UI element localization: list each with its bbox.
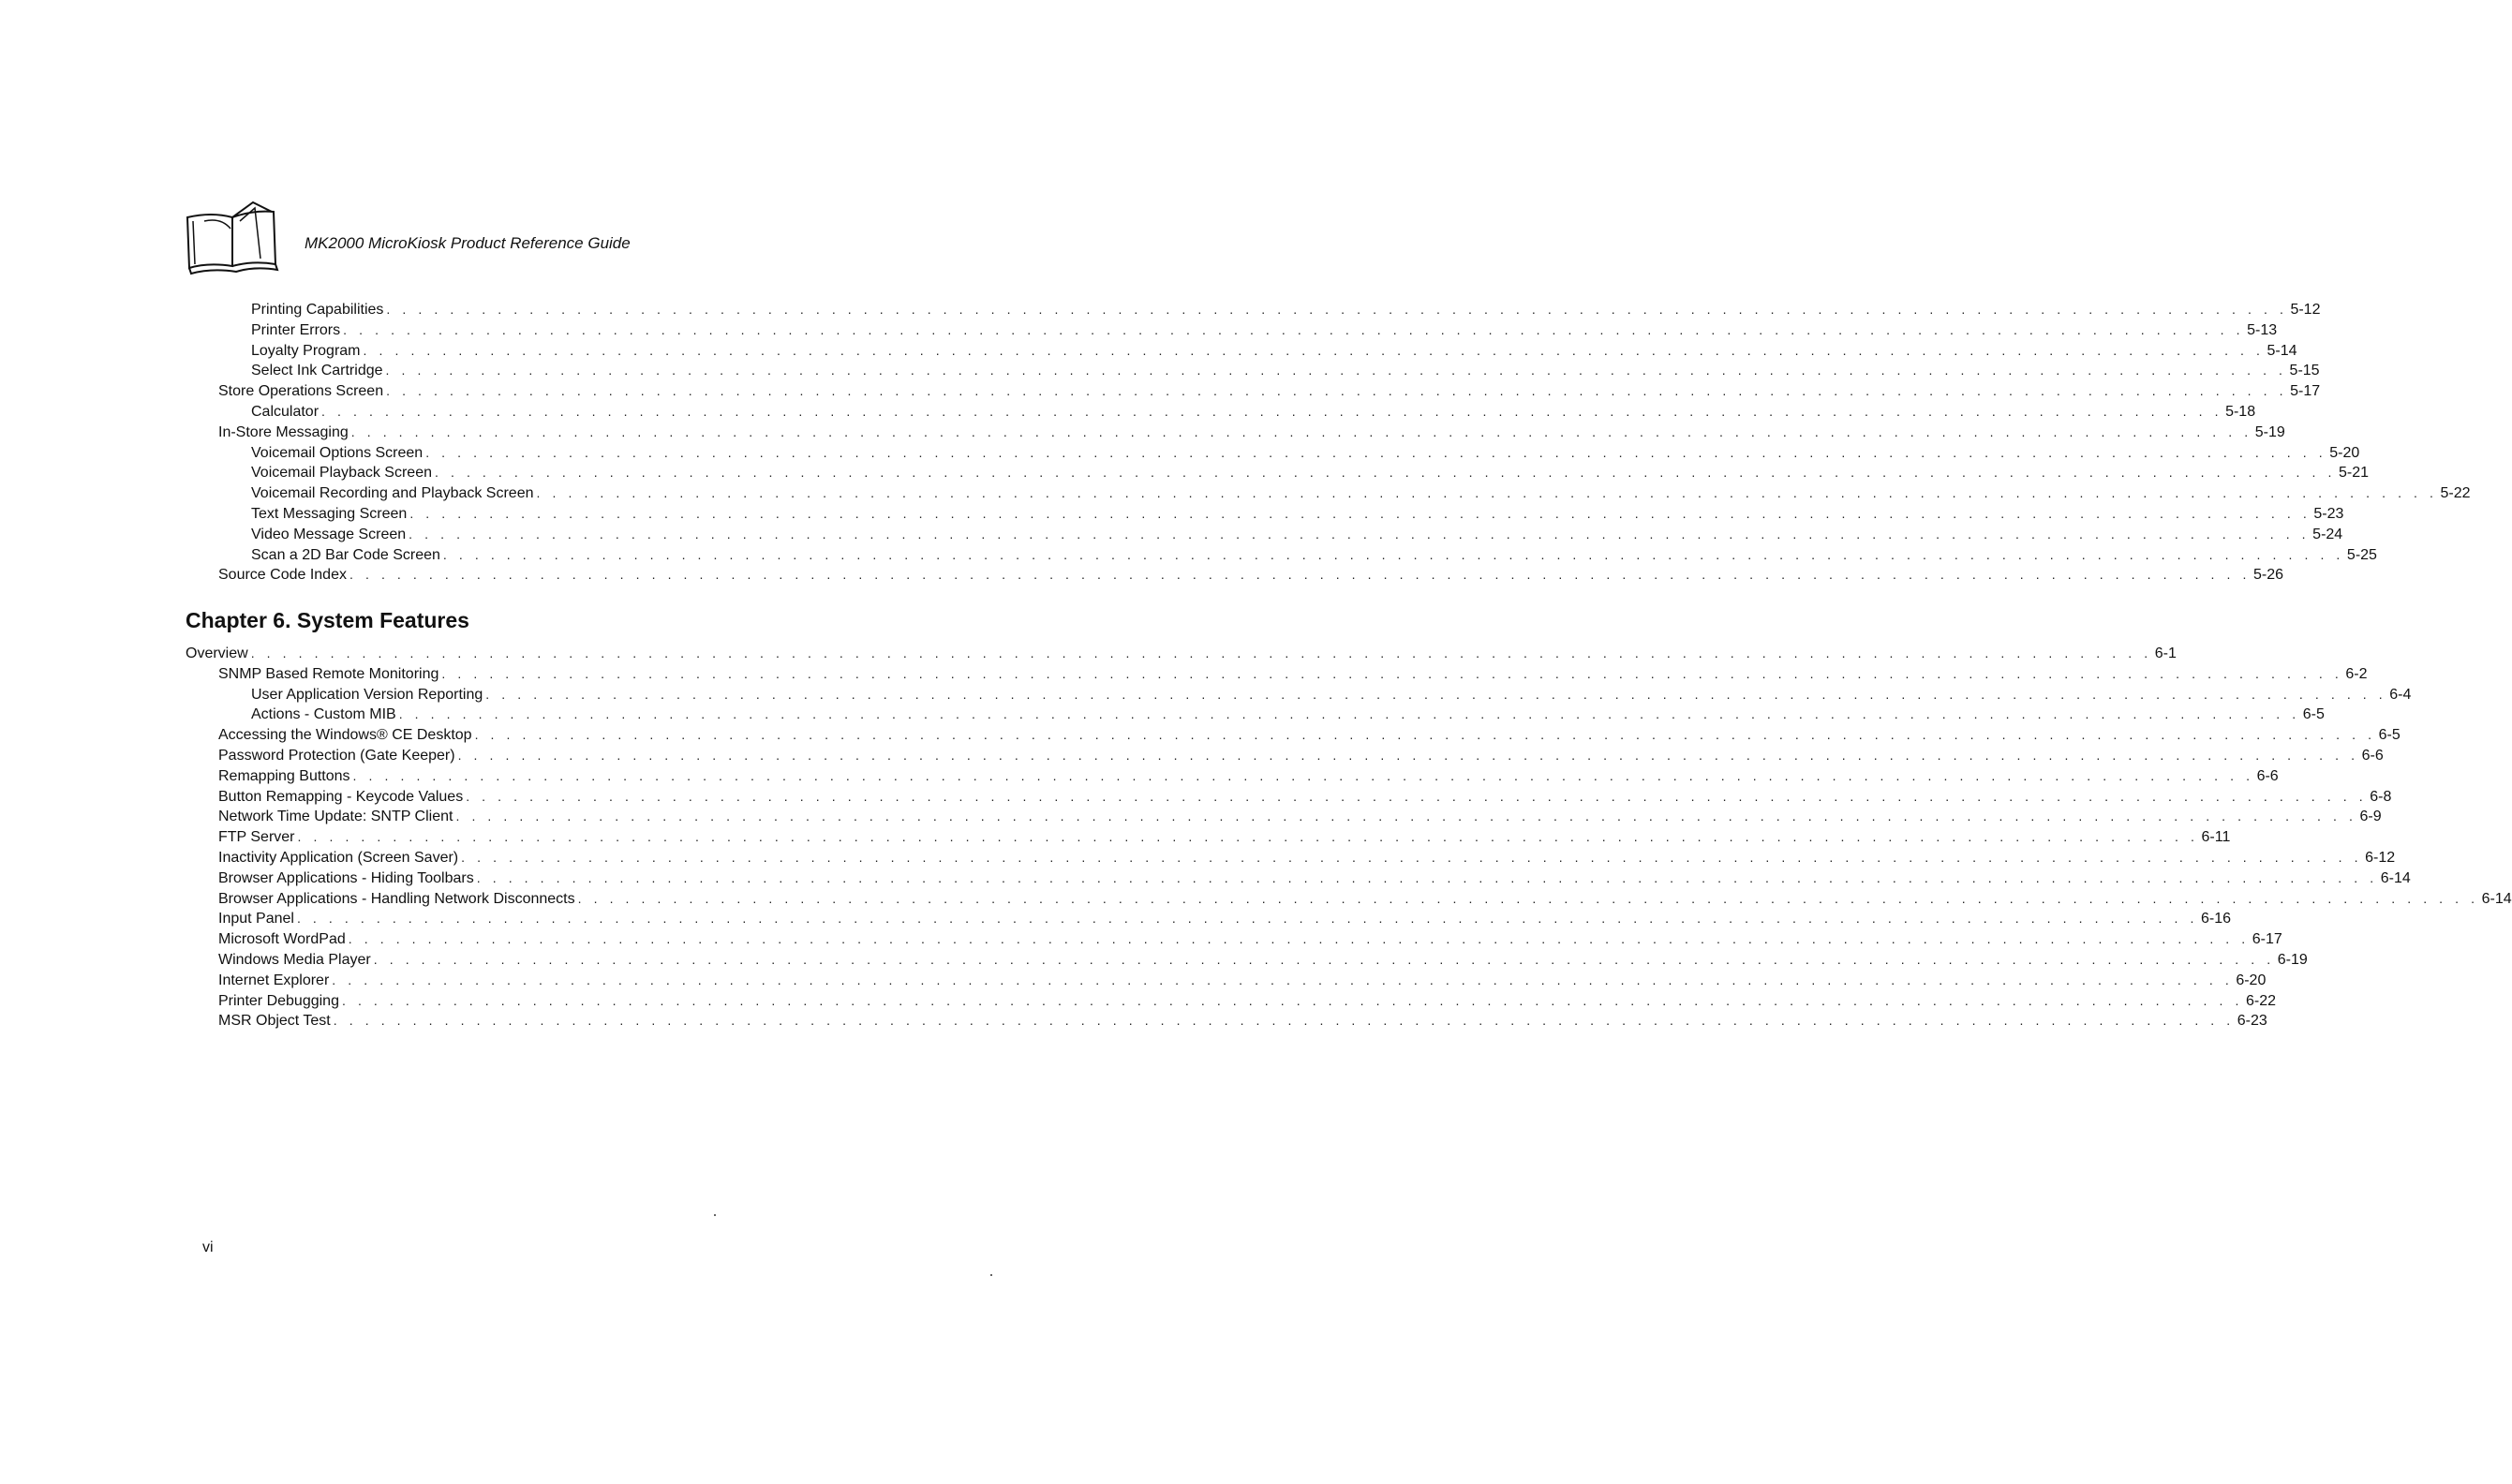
toc-entry-label: Password Protection (Gate Keeper) — [218, 748, 455, 764]
dot-leader: . . . . . . . . . . . . . . . . . . . . . . . . . . . . . . . . . . . . . . . . . . . . . . . . . . . . . . . . . . . . . . . . . . . . . . . . . . . . . . . . . . . . . . . . . . . . . . . . . . . . . . . . . . . . . . . . . . . . . . . . — [341, 992, 2243, 1008]
toc-entry-page: 6-17 — [2252, 931, 2282, 948]
toc-entry-label: Calculator — [251, 404, 320, 420]
dot-leader: . . . . . . . . . . . . . . . . . . . . . . . . . . . . . . . . . . . . . . . . . . . . . . . . . . . . . . . . . . . . . . . . . . . . . . . . . . . . . . . . . . . . . . . . . . . . . . . . . . . . . . . . . . . . . . . . . . . . . . . . — [386, 383, 2288, 399]
toc-entry — [251, 704, 2325, 724]
toc-entry-label: Select Ink Cartridge — [251, 363, 383, 379]
toc-entry-page: 6-2 — [2345, 665, 2368, 682]
toc-entry — [218, 786, 2392, 807]
toc-entry-page: 6-14 — [2481, 890, 2512, 907]
toc-entry-page: 6-11 — [2201, 829, 2231, 846]
toc-entry-page: 6-5 — [2378, 727, 2401, 744]
dot-leader: . . . . . . . . . . . . . . . . . . . . . . . . . . . . . . . . . . . . . . . . . . . . . . . . . . . . . . . . . . . . . . . . . . . . . . . . . . . . . . . . . . . . . . . . . . . . . . . . . . . . . . . . . . . . . . . . . . . . . . . . — [348, 931, 2250, 947]
toc-entry-page: 5-17 — [2290, 383, 2321, 400]
toc-entry-label: Remapping Buttons — [218, 767, 350, 784]
dot-leader: . . . . . . . . . . . . . . . . . . . . . . . . . . . . . . . . . . . . . . . . . . . . . . . . . . . . . . . . . . . . . . . . . . . . . . . . . . . . . . . . . . . . . . . . . . . . . . . . . . . . . . . . . . . . . . . . . . . . . . . . — [373, 952, 2275, 967]
toc-entry-label: Printer Errors — [251, 321, 341, 338]
dot-leader: . . . . . . . . . . . . . . . . . . . . . . . . . . . . . . . . . . . . . . . . . . . . . . . . . . . . . . . . . . . . . . . . . . . . . . . . . . . . . . . . . . . . . . . . . . . . . . . . . . . . . . . . . . . . . . . . . . . . . . . . — [297, 829, 2199, 845]
toc-entry — [218, 806, 2382, 826]
dot-leader: . . . . . . . . . . . . . . . . . . . . . . . . . . . . . . . . . . . . . . . . . . . . . . . . . . . . . . . . . . . . . . . . . . . . . . . . . . . . . . . . . . . . . . . . . . . . . . . . . . . . . . . . . . . . . . . . . . . . . . . . — [461, 850, 2363, 865]
toc-entry-page: 6-5 — [2302, 706, 2325, 723]
toc-entry-page: 6-6 — [2361, 748, 2384, 764]
toc-entry-page: 6-9 — [2359, 809, 2382, 825]
toc-entry-page: 5-20 — [2329, 444, 2360, 461]
toc-entry-label: Text Messaging Screen — [251, 506, 408, 522]
dot-leader: . . . . . . . . . . . . . . . . . . . . . . . . . . . . . . . . . . . . . . . . . . . . . . . . . . . . . . . . . . . . . . . . . . . . . . . . . . . . . . . . . . . . . . . . . . . . . . . . . . . . . . . . . . . . . . . . . . . . . . . . — [485, 686, 2387, 702]
toc-entry — [251, 524, 2343, 544]
open-book-icon — [184, 200, 281, 275]
toc-entry-page: 6-23 — [2237, 1013, 2267, 1030]
toc-entry — [218, 888, 2512, 909]
dot-leader: . . . . . . . . . . . . . . . . . . . . . . . . . . . . . . . . . . . . . . . . . . . . . . . . . . . . . . . . . . . . . . . . . . . . . . . . . . . . . . . . . . . . . . . . . . . . . . . . . . . . . . . . . . . . . . . . . . . . . . . . — [442, 546, 2344, 562]
toc-entry — [218, 826, 2231, 847]
toc-entry-label: Network Time Update: SNTP Client — [218, 809, 453, 825]
toc-entry-label: Voicemail Options Screen — [251, 444, 424, 461]
chapter-heading: Chapter 6. System Features — [186, 608, 469, 632]
toc-entry-page: 5-19 — [2254, 423, 2285, 440]
toc-entry-label: Overview — [186, 646, 248, 661]
toc-entry-label: Internet Explorer — [218, 972, 330, 988]
toc-entry-label: Browser Applications - Hiding Toolbars — [218, 869, 474, 886]
dot-leader: . . . . . . . . . . . . . . . . . . . . . . . . . . . . . . . . . . . . . . . . . . . . . . . . . . . . . . . . . . . . . . . . . . . . . . . . . . . . . . . . . . . . . . . . . . . . . . . . . . . . . . . . . . . . . . . . . . . . . . . . — [409, 506, 2311, 521]
toc-entry-label: Accessing the Windows® CE Desktop — [218, 727, 472, 744]
toc-entry-label: Scan a 2D Bar Code Screen — [251, 546, 440, 563]
toc-entry — [251, 462, 2370, 482]
toc-entry-label: Actions - Custom MIB — [251, 706, 396, 723]
toc-entry — [251, 684, 2412, 705]
dot-leader: . . . . . . . . . . . . . . . . . . . . . . . . . . . . . . . . . . . . . . . . . . . . . . . . . . . . . . . . . . . . . . . . . . . . . . . . . . . . . . . . . . . . . . . . . . . . . . . . . . . . . . . . . . . . . . . . . . . . . . . . — [476, 869, 2378, 885]
dot-leader: . . . . . . . . . . . . . . . . . . . . . . . . . . . . . . . . . . . . . . . . . . . . . . . . . . . . . . . . . . . . . . . . . . . . . . . . . . . . . . . . . . . . . . . . . . . . . . . . . . . . . . . . . . . . . . . . . . . . . . . . — [332, 972, 2234, 987]
toc-entry-label: Printing Capabilities — [251, 302, 384, 318]
toc-entry — [218, 970, 2267, 990]
page-number: vi — [202, 1239, 214, 1255]
dot-leader: . . . . . . . . . . . . . . . . . . . . . . . . . . . . . . . . . . . . . . . . . . . . . . . . . . . . . . . . . . . . . . . . . . . . . . . . . . . . . . . . . . . . . . . . . . . . . . . . . . . . . . . . . . . . . . . . . . . . . . . . — [386, 302, 2288, 317]
toc-entry-page: 5-22 — [2440, 485, 2471, 502]
toc-entry-page: 5-21 — [2339, 465, 2370, 482]
toc-entry-label: Browser Applications - Handling Network Disconnects — [218, 890, 575, 907]
toc-entry-page: 5-12 — [2290, 302, 2321, 318]
document-title: MK2000 MicroKiosk Product Reference Guide — [305, 234, 631, 252]
dot-leader: . . . . . . . . . . . . . . . . . . . . . . . . . . . . . . . . . . . . . . . . . . . . . . . . . . . . . . . . . . . . . . . . . . . . . . . . . . . . . . . . . . . . . . . . . . . . . . . . . . . . . . . . . . . . . . . . . . . . . . . . — [434, 465, 2337, 481]
toc-entry-page: 6-4 — [2389, 686, 2412, 703]
toc-entry-label: Button Remapping - Keycode Values — [218, 788, 464, 805]
toc-entry — [251, 340, 2297, 361]
toc-entry-label: Source Code Index — [218, 567, 347, 584]
toc-entry — [251, 544, 2377, 565]
toc-entry-label: SNMP Based Remote Monitoring — [218, 665, 439, 682]
dot-leader: . . . . . . . . . . . . . . . . . . . . . . . . . . . . . . . . . . . . . . . . . . . . . . . . . . . . . . . . . . . . . . . . . . . . . . . . . . . . . . . . . . . . . . . . . . . . . . . . . . . . . . . . . . . . . . . . . . . . . . . . — [333, 1013, 2235, 1029]
toc-entry-page: 6-19 — [2277, 952, 2308, 968]
toc-entry — [218, 724, 2401, 745]
dot-leader: . . . . . . . . . . . . . . . . . . . . . . . . . . . . . . . . . . . . . . . . . . . . . . . . . . . . . . . . . . . . . . . . . . . . . . . . . . . . . . . . . . . . . . . . . . . . . . . . . . . . . . . . . . . . . . . . . . . . . . . . — [349, 567, 2252, 583]
dot-leader: . . . . . . . . . . . . . . . . . . . . . . . . . . . . . . . . . . . . . . . . . . . . . . . . . . . . . . . . . . . . . . . . . . . . . . . . . . . . . . . . . . . . . . . . . . . . . . . . . . . . . . . . . . . . . . . . . . . . . . . . — [409, 526, 2311, 542]
toc-entry-label: Windows Media Player — [218, 952, 371, 968]
toc-entry-page: 6-12 — [2365, 850, 2396, 866]
dot-leader: . . . . . . . . . . . . . . . . . . . . . . . . . . . . . . . . . . . . . . . . . . . . . . . . . . . . . . . . . . . . . . . . . . . . . . . . . . . . . . . . . . . . . . . . . . . . . . . . . . . . . . . . . . . . . . . . . . . . . . . . — [296, 911, 2198, 927]
toc-entry — [251, 442, 2360, 463]
toc-entry-page: 5-15 — [2289, 363, 2320, 379]
toc-entry-label: Inactivity Application (Screen Saver) — [218, 850, 459, 866]
toc-entry — [218, 1010, 2267, 1031]
scan-speck — [990, 1274, 992, 1276]
dot-leader: . . . . . . . . . . . . . . . . . . . . . . . . . . . . . . . . . . . . . . . . . . . . . . . . . . . . . . . . . . . . . . . . . . . . . . . . . . . . . . . . . . . . . . . . . . . . . . . . . . . . . . . . . . . . . . . . . . . . . . . . — [321, 404, 2223, 419]
toc-entry-page: 5-14 — [2267, 342, 2297, 359]
toc-entry-page: 6-16 — [2200, 911, 2232, 928]
toc-entry — [218, 663, 2368, 684]
toc-entry — [218, 949, 2308, 970]
dot-leader: . . . . . . . . . . . . . . . . . . . . . . . . . . . . . . . . . . . . . . . . . . . . . . . . . . . . . . . . . . . . . . . . . . . . . . . . . . . . . . . . . . . . . . . . . . . . . . . . . . . . . . . . . . . . . . . . . . . . . . . . — [363, 342, 2265, 358]
toc-entry — [218, 380, 2321, 401]
toc-entry-page: 5-18 — [2225, 404, 2256, 420]
toc-entry-page: 5-23 — [2313, 506, 2344, 522]
toc-entry-label: Video Message Screen — [251, 526, 407, 542]
toc-entry-page: 6-8 — [2370, 788, 2392, 805]
toc-entry — [218, 868, 2411, 888]
page-header — [184, 200, 840, 275]
dot-leader: . . . . . . . . . . . . . . . . . . . . . . . . . . . . . . . . . . . . . . . . . . . . . . . . . . . . . . . . . . . . . . . . . . . . . . . . . . . . . . . . . . . . . . . . . . . . . . . . . . . . . . . . . . . . . . . . . . . . . . . . — [385, 363, 2287, 378]
toc-entry-label: Voicemail Recording and Playback Screen — [251, 485, 534, 502]
toc-entry-page: 6-1 — [2154, 646, 2177, 661]
toc-entry — [218, 422, 2285, 442]
toc-entry — [251, 360, 2320, 380]
toc-entry-page: 6-22 — [2246, 992, 2277, 1009]
toc-entry-page: 6-6 — [2256, 767, 2279, 784]
toc-entry-label: MSR Object Test — [218, 1013, 331, 1030]
toc-entry — [251, 503, 2344, 524]
toc-entry-label: Printer Debugging — [218, 992, 339, 1009]
toc-entry-label: Voicemail Playback Screen — [251, 465, 432, 482]
dot-leader: . . . . . . . . . . . . . . . . . . . . . . . . . . . . . . . . . . . . . . . . . . . . . . . . . . . . . . . . . . . . . . . . . . . . . . . . . . . . . . . . . . . . . . . . . . . . . . . . . . . . . . . . . . . . . . . . . . . . . . . . — [425, 444, 2327, 460]
toc-entry-page: 5-26 — [2253, 567, 2284, 584]
dot-leader: . . . . . . . . . . . . . . . . . . . . . . . . . . . . . . . . . . . . . . . . . . . . . . . . . . . . . . . . . . . . . . . . . . . . . . . . . . . . . . . . . . . . . . . . . . . . . . . . . . . . . . . . . . . . . . . . . . . . . . . . — [455, 809, 2357, 824]
toc-entry-label: In-Store Messaging — [218, 423, 349, 440]
dot-leader: . . . . . . . . . . . . . . . . . . . . . . . . . . . . . . . . . . . . . . . . . . . . . . . . . . . . . . . . . . . . . . . . . . . . . . . . . . . . . . . . . . . . . . . . . . . . . . . . . . . . . . . . . . . . . . . . . . . . . . . . — [457, 748, 2359, 763]
toc-entry-label: Input Panel — [218, 911, 294, 928]
toc-entry — [251, 299, 2321, 319]
toc-entry-page: 5-24 — [2312, 526, 2343, 542]
toc-entry-page: 6-14 — [2380, 869, 2411, 886]
toc-entry — [251, 482, 2471, 503]
dot-leader: . . . . . . . . . . . . . . . . . . . . . . . . . . . . . . . . . . . . . . . . . . . . . . . . . . . . . . . . . . . . . . . . . . . . . . . . . . . . . . . . . . . . . . . . . . . . . . . . . . . . . . . . . . . . . . . . . . . . . . . . — [350, 423, 2252, 439]
dot-leader: . . . . . . . . . . . . . . . . . . . . . . . . . . . . . . . . . . . . . . . . . . . . . . . . . . . . . . . . . . . . . . . . . . . . . . . . . . . . . . . . . . . . . . . . . . . . . . . . . . . . . . . . . . . . . . . . . . . . . . . . — [343, 321, 2245, 337]
toc-entry-label: Loyalty Program — [251, 342, 361, 359]
toc-entry — [186, 643, 2177, 663]
toc-entry — [218, 564, 2284, 585]
toc-entry-label: FTP Server — [218, 829, 295, 846]
toc-entry — [218, 847, 2396, 868]
toc-entry — [218, 928, 2282, 949]
toc-entry — [218, 990, 2277, 1011]
toc-entry-page: 5-13 — [2247, 321, 2278, 338]
toc-entry-label: Store Operations Screen — [218, 383, 384, 400]
scan-speck — [714, 1214, 716, 1216]
dot-leader: . . . . . . . . . . . . . . . . . . . . . . . . . . . . . . . . . . . . . . . . . . . . . . . . . . . . . . . . . . . . . . . . . . . . . . . . . . . . . . . . . . . . . . . . . . . . . . . . . . . . . . . . . . . . . . . . . . . . . . . . — [441, 665, 2343, 681]
toc-entry — [251, 319, 2278, 340]
dot-leader: . . . . . . . . . . . . . . . . . . . . . . . . . . . . . . . . . . . . . . . . . . . . . . . . . . . . . . . . . . . . . . . . . . . . . . . . . . . . . . . . . . . . . . . . . . . . . . . . . . . . . . . . . . . . . . . . . . . . . . . . — [398, 706, 2300, 722]
toc-entry-label: User Application Version Reporting — [251, 686, 483, 703]
toc-entry — [218, 765, 2279, 786]
toc-entry — [218, 908, 2232, 928]
toc-entry-label: Microsoft WordPad — [218, 931, 346, 948]
dot-leader: . . . . . . . . . . . . . . . . . . . . . . . . . . . . . . . . . . . . . . . . . . . . . . . . . . . . . . . . . . . . . . . . . . . . . . . . . . . . . . . . . . . . . . . . . . . . . . . . . . . . . . . . . . . . . . . . . . . . . . . . — [577, 890, 2479, 906]
dot-leader: . . . . . . . . . . . . . . . . . . . . . . . . . . . . . . . . . . . . . . . . . . . . . . . . . . . . . . . . . . . . . . . . . . . . . . . . . . . . . . . . . . . . . . . . . . . . . . . . . . . . . . . . . . . . . . . . . . . . . . . . — [474, 727, 2376, 743]
dot-leader: . . . . . . . . . . . . . . . . . . . . . . . . . . . . . . . . . . . . . . . . . . . . . . . . . . . . . . . . . . . . . . . . . . . . . . . . . . . . . . . . . . . . . . . . . . . . . . . . . . . . . . . . . . . . . . . . . . . . . . . . — [352, 767, 2254, 783]
toc-entry — [251, 401, 2256, 422]
toc-entry-page: 6-20 — [2236, 972, 2267, 988]
toc-entry-page: 5-25 — [2346, 546, 2377, 563]
toc-entry — [218, 745, 2384, 765]
dot-leader: . . . . . . . . . . . . . . . . . . . . . . . . . . . . . . . . . . . . . . . . . . . . . . . . . . . . . . . . . . . . . . . . . . . . . . . . . . . . . . . . . . . . . . . . . . . . . . . . . . . . . . . . . . . . . . . . . . . . . . . . — [536, 485, 2438, 501]
dot-leader: . . . . . . . . . . . . . . . . . . . . . . . . . . . . . . . . . . . . . . . . . . . . . . . . . . . . . . . . . . . . . . . . . . . . . . . . . . . . . . . . . . . . . . . . . . . . . . . . . . . . . . . . . . . . . . . . . . . . . . . . — [250, 646, 2152, 660]
dot-leader: . . . . . . . . . . . . . . . . . . . . . . . . . . . . . . . . . . . . . . . . . . . . . . . . . . . . . . . . . . . . . . . . . . . . . . . . . . . . . . . . . . . . . . . . . . . . . . . . . . . . . . . . . . . . . . . . . . . . . . . . — [466, 788, 2368, 804]
